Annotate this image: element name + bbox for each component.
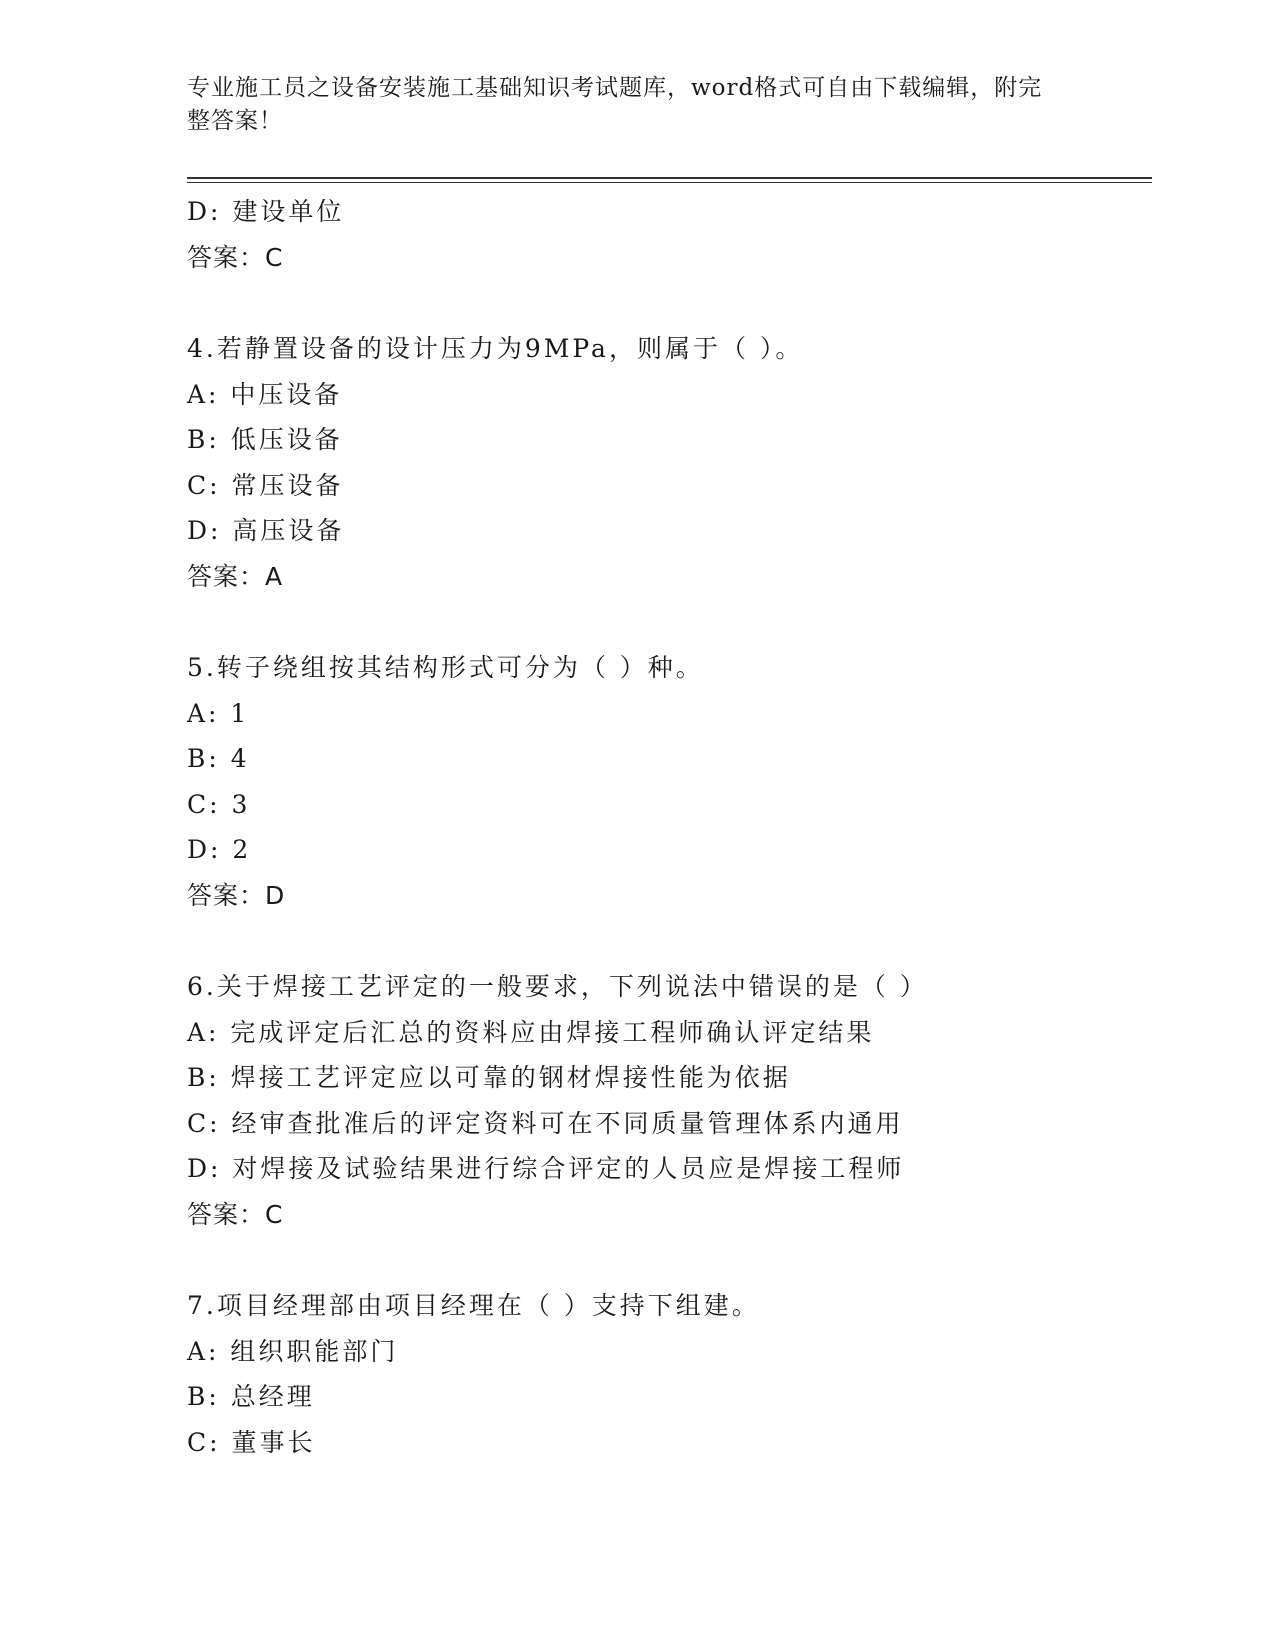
option-d: D: 2 bbox=[187, 835, 252, 864]
option-c: C: 常压设备 bbox=[187, 470, 344, 500]
spacer bbox=[187, 280, 1147, 326]
spacer bbox=[187, 1237, 1147, 1283]
header-line-1: 专业施工员之设备安装施工基础知识考试题库，word格式可自由下载编辑，附完 bbox=[187, 75, 1043, 101]
option-b: B: 低压设备 bbox=[187, 425, 343, 454]
answer-line: 答案：C bbox=[187, 1199, 284, 1229]
question-7 bbox=[187, 1283, 1147, 1465]
option-b: B: 总经理 bbox=[187, 1382, 315, 1411]
option-b: B: 焊接工艺评定应以可靠的钢材焊接性能为依据 bbox=[187, 1063, 791, 1092]
page-header bbox=[187, 72, 1067, 138]
header-rule-thin bbox=[187, 182, 1152, 183]
option-c: C: 经审查批准后的评定资料可在不同质量管理体系内通用 bbox=[187, 1108, 904, 1138]
question-content bbox=[187, 189, 1147, 1465]
spacer bbox=[187, 599, 1147, 645]
option-a: A: 完成评定后汇总的资料应由焊接工程师确认评定结果 bbox=[187, 1017, 875, 1047]
option-c: C: 董事长 bbox=[187, 1427, 316, 1457]
header-line-2: 整答案！ bbox=[187, 108, 283, 134]
question-5 bbox=[187, 645, 1147, 918]
question-4 bbox=[187, 326, 1147, 599]
answer-line: 答案：A bbox=[187, 561, 284, 591]
header-rule-thick bbox=[187, 177, 1152, 179]
answer-line: 答案：D bbox=[187, 880, 286, 910]
option-d: D: 高压设备 bbox=[187, 516, 345, 545]
option-b: B: 4 bbox=[187, 744, 250, 773]
question-stem: 5.转子绕组按其结构形式可分为（ ）种。 bbox=[187, 653, 704, 682]
option-c: C: 3 bbox=[187, 789, 251, 819]
spacer bbox=[187, 918, 1147, 964]
question-stem: 6.关于焊接工艺评定的一般要求，下列说法中错误的是（ ） bbox=[187, 972, 928, 1001]
option-a: A: 1 bbox=[187, 698, 250, 728]
question-stem: 7.项目经理部由项目经理在（ ）支持下组建。 bbox=[187, 1291, 760, 1320]
question-6 bbox=[187, 964, 1147, 1237]
option-a: A: 组织职能部门 bbox=[187, 1336, 399, 1366]
answer-line: 答案：C bbox=[187, 242, 284, 272]
question-stem: 4.若静置设备的设计压力为9MPa，则属于（ ）。 bbox=[187, 334, 804, 363]
option-d: D: 对焊接及试验结果进行综合评定的人员应是焊接工程师 bbox=[187, 1154, 905, 1183]
option-a: A: 中压设备 bbox=[187, 379, 343, 409]
option-d: D: 建设单位 bbox=[187, 197, 345, 226]
